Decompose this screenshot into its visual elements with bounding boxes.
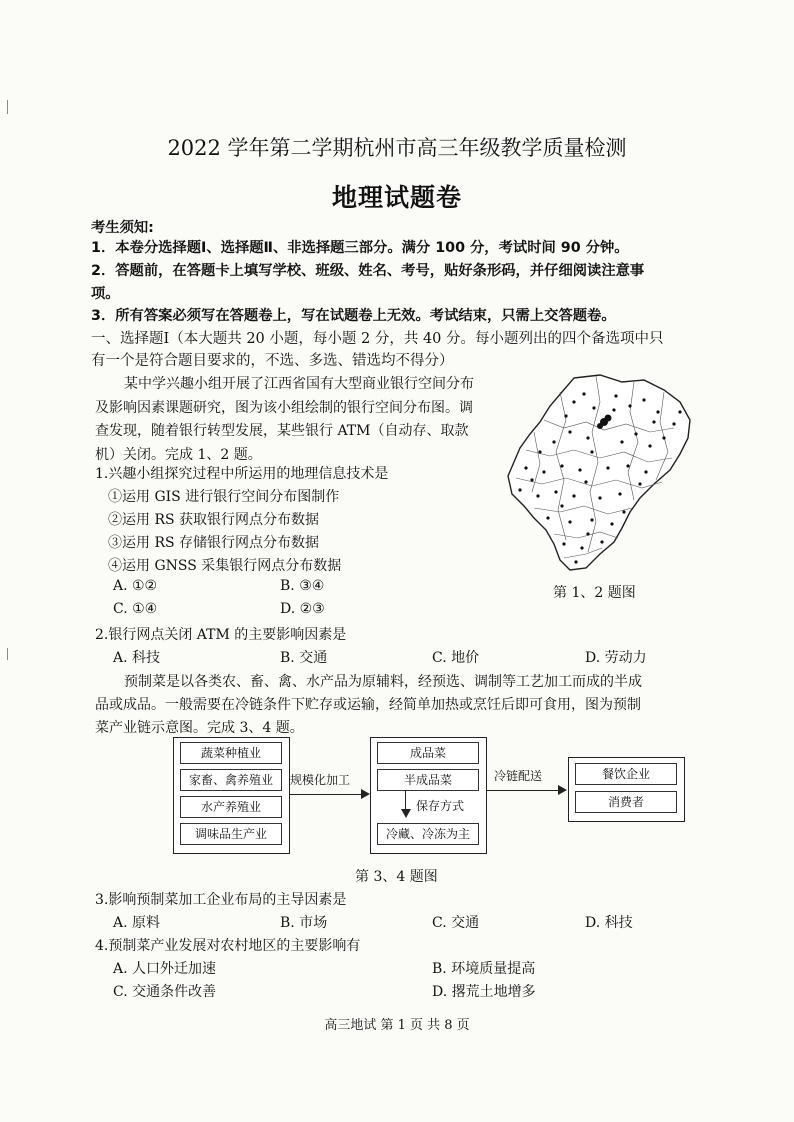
q1-stem: 1.兴趣小组探究过程中所运用的地理信息技术是 [95,466,389,482]
flow-left-item-1: 蔬菜种植业 [180,742,282,764]
q1-option-d[interactable]: D. ②③ [280,601,325,617]
flow-caption: 第 3、4 题图 [355,869,438,885]
notes-item-2a: 2．答题前，在答题卡上填写学校、班级、姓名、考号，贴好条形码，并仔细阅读注意事 [91,263,645,279]
passage1-line-4: 机）关闭。完成 1、2 题。 [95,447,262,463]
arrow-processing-line [289,794,361,795]
q4-option-c[interactable]: C. 交通条件改善 [113,984,217,1000]
q1-statement-3: ③运用 RS 存储银行网点分布数据 [108,535,320,551]
q1-option-a[interactable]: A. ①② [113,578,158,594]
q2-option-b[interactable]: B. 交通 [280,650,328,666]
q1-option-b[interactable]: B. ③④ [280,578,325,594]
section-intro-line-2: 有一个是符合题目要求的，不选、多选、错选均不得分） [91,353,454,369]
q1-option-c[interactable]: C. ①④ [113,601,158,617]
arrow-processing-head [361,789,370,799]
arrow-coldchain-line [486,790,558,791]
q4-option-d[interactable]: D. 撂荒土地增多 [432,984,536,1000]
storage-arrow-line [405,790,406,810]
q4-option-b[interactable]: B. 环境质量提高 [432,961,536,977]
passage2-line-1: 预制菜是以各类农、畜、禽、水产品为原辅料，经预选、调制等工艺加工而成的半成 [124,674,642,690]
notes-item-3: 3．所有答案必须写在答题卷上，写在试题卷上无效。考试结束，只需上交答题卷。 [91,308,616,324]
passage1-line-1: 某中学兴趣小组开展了江西省国有大型商业银行空间分布 [124,376,474,392]
flow-right-item-1: 餐饮企业 [575,763,677,785]
q2-option-d[interactable]: D. 劳动力 [585,650,647,666]
scan-edge-mark [7,100,8,114]
q3-option-d[interactable]: D. 科技 [585,915,633,931]
paper-subtitle: 地理试题卷 [331,183,462,212]
flow-right-item-2: 消费者 [575,791,677,813]
q3-option-a[interactable]: A. 原料 [113,915,161,931]
flow-storage: 冷藏、冷冻为主 [377,823,479,845]
scan-edge-mark [7,648,8,660]
q2-option-a[interactable]: A. 科技 [113,650,161,666]
q3-stem: 3.影响预制菜加工企业布局的主导因素是 [95,892,347,908]
arrow-processing-label: 规模化加工 [290,773,351,787]
passage2-line-3: 菜产业链示意图。完成 3、4 题。 [95,720,304,736]
flow-left-item-2: 家畜、禽养殖业 [180,769,282,791]
notes-item-1: 1．本卷分选择题Ⅰ、选择题Ⅱ、非选择题三部分。满分 100 分，考试时间 90 分钟。 [91,240,629,256]
q1-statement-4: ④运用 GNSS 采集银行网点分布数据 [108,558,342,574]
jiangxi-bank-distribution-map [504,372,699,577]
flow-mid-item-2: 半成品菜 [377,769,479,791]
arrow-coldchain-head [558,785,567,795]
flow-left-item-4: 调味品生产业 [180,823,282,845]
passage2-line-2: 品或成品。一般需要在冷链条件下贮存或运输，经简单加热或烹饪后即可食用，图为预制 [95,697,641,713]
q2-option-c[interactable]: C. 地价 [432,650,480,666]
map-caption: 第 1、2 题图 [553,585,636,601]
q4-stem: 4.预制菜产业发展对农村地区的主要影响有 [95,938,361,954]
q1-statement-1: ①运用 GIS 进行银行空间分布图制作 [108,489,340,505]
q3-option-c[interactable]: C. 交通 [432,915,480,931]
exam-title: 2022 学年第二学期杭州市高三年级教学质量检测 [167,136,627,160]
storage-label: 保存方式 [416,799,465,813]
flow-mid-item-1: 成品菜 [377,742,479,764]
province-outline [508,375,690,570]
notes-heading: 考生须知: [91,220,154,236]
page-footer: 高三地试 第 1 页 共 8 页 [324,1018,470,1033]
flow-left-item-3: 水产养殖业 [180,796,282,818]
passage1-line-2: 及影响因素课题研究，图为该小组绘制的银行空间分布图。调 [95,400,473,416]
section-intro-line-1: 一、选择题Ⅰ（本大题共 20 小题，每小题 2 分，共 40 分。每小题列出的四个备选项中只 [91,331,664,347]
storage-arrow-head [401,809,411,818]
arrow-coldchain-label: 冷链配送 [494,769,543,783]
notes-item-2b: 项。 [91,286,120,302]
passage1-line-3: 查发现，随着银行转型发展，某些银行 ATM（自动存、取款 [95,423,469,439]
q4-option-a[interactable]: A. 人口外迁加速 [113,961,217,977]
q2-stem: 2.银行网点关闭 ATM 的主要影响因素是 [95,627,347,643]
q3-option-b[interactable]: B. 市场 [280,915,328,931]
q1-statement-2: ②运用 RS 获取银行网点分布数据 [108,512,320,528]
